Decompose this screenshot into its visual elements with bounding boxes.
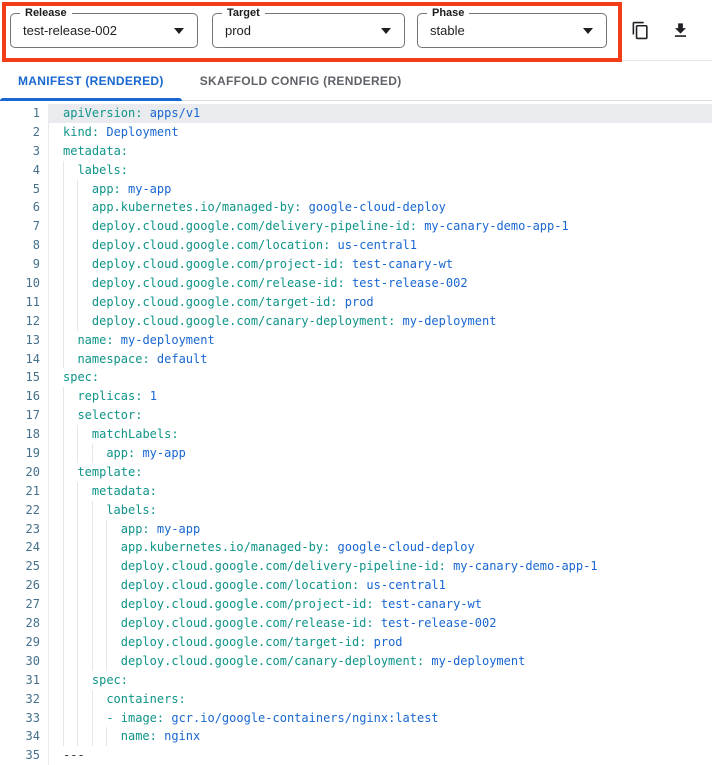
indent-guide xyxy=(63,633,77,652)
code-line xyxy=(0,538,712,557)
line-number: 34 xyxy=(0,727,49,746)
yaml-key: spec: xyxy=(63,370,100,385)
line-content xyxy=(49,142,712,161)
line-number: 20 xyxy=(0,463,49,482)
line-content xyxy=(49,331,712,350)
code-line xyxy=(0,104,712,123)
line-number: 8 xyxy=(0,236,49,255)
indent-guide xyxy=(92,444,106,463)
line-content xyxy=(49,387,712,406)
indent-guide xyxy=(63,331,77,350)
indent-guide xyxy=(63,293,77,312)
indent-guide xyxy=(106,520,120,539)
chevron-down-icon xyxy=(583,28,593,34)
indent-guide xyxy=(92,614,106,633)
line-number: 22 xyxy=(0,501,49,520)
indent-guide xyxy=(77,482,91,501)
content-copy-icon xyxy=(631,21,650,40)
yaml-key: deploy.cloud.google.com/delivery-pipeline-id: xyxy=(91,219,417,234)
yaml-value: my-app xyxy=(120,181,172,196)
line-number: 27 xyxy=(0,595,49,614)
code-line xyxy=(0,595,712,614)
yaml-key: deploy.cloud.google.com/location: xyxy=(120,578,360,593)
indent-guide xyxy=(92,690,106,709)
yaml-doc-separator: --- xyxy=(63,748,85,763)
indent-guide xyxy=(106,576,120,595)
indent-guide xyxy=(77,727,91,746)
indent-guide xyxy=(63,444,77,463)
line-number: 32 xyxy=(0,690,49,709)
yaml-key: deploy.cloud.google.com/canary-deployment: xyxy=(120,653,425,668)
indent-guide xyxy=(63,520,77,539)
line-content xyxy=(49,557,712,576)
yaml-key: deploy.cloud.google.com/project-id: xyxy=(91,257,345,272)
indent-guide xyxy=(63,198,77,217)
indent-guide xyxy=(63,727,77,746)
line-number: 4 xyxy=(0,161,49,180)
code-line xyxy=(0,255,712,274)
yaml-key: spec: xyxy=(91,672,128,687)
yaml-value: prod xyxy=(337,294,374,309)
line-content xyxy=(49,293,712,312)
code-line xyxy=(0,482,712,501)
code-lines xyxy=(0,104,712,765)
yaml-key: deploy.cloud.google.com/target-id: xyxy=(120,634,367,649)
indent-guide xyxy=(92,576,106,595)
yaml-key: replicas: xyxy=(77,389,143,404)
yaml-value: my-canary-demo-app-1 xyxy=(445,559,598,574)
phase-select[interactable] xyxy=(417,7,607,48)
yaml-value: my-deployment xyxy=(113,332,215,347)
yaml-key: deploy.cloud.google.com/release-id: xyxy=(120,616,374,631)
line-number: 23 xyxy=(0,520,49,539)
code-line xyxy=(0,387,712,406)
indent-guide xyxy=(92,652,106,671)
line-content xyxy=(49,690,712,709)
yaml-key: deploy.cloud.google.com/project-id: xyxy=(120,597,374,612)
line-content xyxy=(49,217,712,236)
code-line xyxy=(0,727,712,746)
code-line xyxy=(0,463,712,482)
yaml-list-dash: - xyxy=(106,710,121,725)
indent-guide xyxy=(92,633,106,652)
yaml-key: metadata: xyxy=(91,483,157,498)
line-content xyxy=(49,652,712,671)
code-line xyxy=(0,425,712,444)
line-number: 1 xyxy=(0,104,49,123)
indent-guide xyxy=(77,255,91,274)
target-select[interactable] xyxy=(212,7,405,48)
line-content xyxy=(49,538,712,557)
line-content xyxy=(49,180,712,199)
line-number: 33 xyxy=(0,709,49,728)
indent-guide xyxy=(77,709,91,728)
indent-guide xyxy=(63,425,77,444)
code-line xyxy=(0,368,712,387)
indent-guide xyxy=(106,652,120,671)
code-line xyxy=(0,123,712,142)
indent-guide xyxy=(63,595,77,614)
indent-guide xyxy=(106,557,120,576)
indent-guide xyxy=(77,520,91,539)
line-content xyxy=(49,123,712,142)
code-line xyxy=(0,501,712,520)
indent-guide xyxy=(63,387,77,406)
yaml-value: google-cloud-deploy xyxy=(301,200,446,215)
indent-guide xyxy=(92,538,106,557)
line-content xyxy=(49,595,712,614)
yaml-value: google-cloud-deploy xyxy=(330,540,475,555)
line-content xyxy=(49,727,712,746)
yaml-value: us-central1 xyxy=(359,578,446,593)
line-number: 6 xyxy=(0,198,49,217)
code-line xyxy=(0,557,712,576)
code-line xyxy=(0,576,712,595)
toolbar xyxy=(0,0,712,62)
indent-guide xyxy=(63,274,77,293)
yaml-key: deploy.cloud.google.com/canary-deployment: xyxy=(91,313,396,328)
indent-guide xyxy=(63,538,77,557)
yaml-value: test-release-002 xyxy=(344,276,468,291)
code-line xyxy=(0,331,712,350)
download-button[interactable] xyxy=(667,17,693,43)
yaml-key: matchLabels: xyxy=(91,427,179,442)
yaml-key: template: xyxy=(77,464,143,479)
yaml-key: app.kubernetes.io/managed-by: xyxy=(91,200,302,215)
indent-guide xyxy=(77,557,91,576)
line-content xyxy=(49,501,712,520)
tab-manifest-rendered[interactable]: MANIFEST (RENDERED) xyxy=(0,62,182,100)
yaml-key: app: xyxy=(120,521,150,536)
phase-select-label: Phase xyxy=(427,6,469,20)
line-number: 12 xyxy=(0,312,49,331)
line-content xyxy=(49,368,712,387)
line-content xyxy=(49,104,712,123)
line-number: 2 xyxy=(0,123,49,142)
yaml-key: image: xyxy=(120,710,165,725)
line-number: 29 xyxy=(0,633,49,652)
indent-guide xyxy=(92,557,106,576)
line-number: 5 xyxy=(0,180,49,199)
yaml-value: 1 xyxy=(142,389,157,404)
indent-guide xyxy=(92,727,106,746)
line-content xyxy=(49,255,712,274)
download-icon xyxy=(671,21,690,40)
line-content xyxy=(49,425,712,444)
indent-guide xyxy=(77,444,91,463)
indent-guide xyxy=(77,633,91,652)
code-line xyxy=(0,633,712,652)
indent-guide xyxy=(77,217,91,236)
yaml-key: labels: xyxy=(77,162,129,177)
indent-guide xyxy=(77,274,91,293)
yaml-key: deploy.cloud.google.com/location: xyxy=(91,238,331,253)
line-number: 28 xyxy=(0,614,49,633)
code-line xyxy=(0,217,712,236)
indent-guide xyxy=(63,482,77,501)
indent-guide xyxy=(63,690,77,709)
yaml-value: my-deployment xyxy=(395,313,497,328)
yaml-key: deploy.cloud.google.com/delivery-pipeline-id: xyxy=(120,559,446,574)
copy-button[interactable] xyxy=(627,17,653,43)
code-line xyxy=(0,709,712,728)
line-number: 10 xyxy=(0,274,49,293)
indent-guide xyxy=(63,652,77,671)
line-content xyxy=(49,576,712,595)
line-content xyxy=(49,633,712,652)
code-line xyxy=(0,614,712,633)
line-number: 19 xyxy=(0,444,49,463)
code-line xyxy=(0,652,712,671)
indent-guide xyxy=(63,312,77,331)
yaml-key: app: xyxy=(106,446,136,461)
indent-guide xyxy=(77,236,91,255)
release-select-value: test-release-002 xyxy=(23,23,117,38)
target-select-label: Target xyxy=(222,6,265,20)
yaml-value: test-release-002 xyxy=(373,616,497,631)
indent-guide xyxy=(77,576,91,595)
code-line xyxy=(0,293,712,312)
yaml-value: prod xyxy=(366,634,403,649)
chevron-down-icon xyxy=(381,28,391,34)
yaml-value: my-app xyxy=(135,446,186,461)
indent-guide xyxy=(63,501,77,520)
indent-guide xyxy=(63,463,77,482)
indent-guide xyxy=(77,425,91,444)
indent-guide xyxy=(92,501,106,520)
code-line xyxy=(0,180,712,199)
indent-guide xyxy=(63,255,77,274)
code-line xyxy=(0,142,712,161)
line-content xyxy=(49,161,712,180)
line-content xyxy=(49,671,712,690)
line-number: 14 xyxy=(0,350,49,369)
line-content xyxy=(49,236,712,255)
line-number: 35 xyxy=(0,746,49,765)
toolbar-divider xyxy=(620,60,712,61)
yaml-value: us-central1 xyxy=(330,238,417,253)
yaml-value: test-canary-wt xyxy=(344,257,454,272)
indent-guide xyxy=(63,576,77,595)
release-select-label: Release xyxy=(20,6,72,20)
indent-guide xyxy=(77,312,91,331)
line-content xyxy=(49,444,712,463)
line-number: 25 xyxy=(0,557,49,576)
indent-guide xyxy=(77,614,91,633)
indent-guide xyxy=(77,180,91,199)
yaml-value: my-deployment xyxy=(424,653,526,668)
indent-guide xyxy=(77,538,91,557)
indent-guide xyxy=(106,633,120,652)
code-line xyxy=(0,746,712,765)
yaml-value: default xyxy=(149,351,208,366)
yaml-value: my-canary-demo-app-1 xyxy=(416,219,569,234)
indent-guide xyxy=(92,595,106,614)
indent-guide xyxy=(63,671,77,690)
indent-guide xyxy=(106,727,120,746)
code-line xyxy=(0,406,712,425)
yaml-key: namespace: xyxy=(77,351,150,366)
indent-guide xyxy=(77,501,91,520)
line-content xyxy=(49,274,712,293)
line-number: 24 xyxy=(0,538,49,557)
code-line xyxy=(0,444,712,463)
code-line xyxy=(0,161,712,180)
indent-guide xyxy=(106,538,120,557)
yaml-key: deploy.cloud.google.com/release-id: xyxy=(91,276,345,291)
yaml-key: labels: xyxy=(106,502,157,517)
indent-guide xyxy=(77,293,91,312)
indent-guide xyxy=(63,180,77,199)
yaml-key: selector: xyxy=(77,408,143,423)
indent-guide xyxy=(77,652,91,671)
indent-guide xyxy=(63,406,77,425)
line-number: 26 xyxy=(0,576,49,595)
tab-skaffold-config-rendered[interactable]: SKAFFOLD CONFIG (RENDERED) xyxy=(199,74,402,88)
release-select[interactable] xyxy=(10,7,198,48)
code-line xyxy=(0,520,712,539)
yaml-key: kind: xyxy=(63,124,100,139)
line-number: 17 xyxy=(0,406,49,425)
line-number: 21 xyxy=(0,482,49,501)
code-line xyxy=(0,312,712,331)
target-select-value: prod xyxy=(225,23,252,38)
yaml-key: containers: xyxy=(106,691,186,706)
line-content xyxy=(49,520,712,539)
yaml-value: apps/v1 xyxy=(142,106,201,120)
code-line xyxy=(0,671,712,690)
phase-select-value: stable xyxy=(430,23,465,38)
tab-bar xyxy=(0,62,712,101)
yaml-value: nginx xyxy=(156,729,201,744)
indent-guide xyxy=(77,690,91,709)
indent-guide xyxy=(63,217,77,236)
chevron-down-icon xyxy=(174,28,184,34)
indent-guide xyxy=(106,595,120,614)
code-line xyxy=(0,274,712,293)
line-content xyxy=(49,350,712,369)
yaml-key: deploy.cloud.google.com/target-id: xyxy=(91,294,338,309)
yaml-key: metadata: xyxy=(63,143,129,158)
yaml-key: apiVersion: xyxy=(63,106,143,120)
line-number: 7 xyxy=(0,217,49,236)
line-number: 18 xyxy=(0,425,49,444)
indent-guide xyxy=(63,236,77,255)
yaml-key: app: xyxy=(91,181,121,196)
line-content xyxy=(49,709,712,728)
code-line xyxy=(0,690,712,709)
yaml-value: Deployment xyxy=(99,124,179,139)
line-number: 15 xyxy=(0,368,49,387)
indent-guide xyxy=(77,198,91,217)
line-number: 11 xyxy=(0,293,49,312)
line-content xyxy=(49,482,712,501)
code-line xyxy=(0,236,712,255)
indent-guide xyxy=(106,614,120,633)
code-line xyxy=(0,198,712,217)
line-number: 16 xyxy=(0,387,49,406)
line-content xyxy=(49,463,712,482)
code-line xyxy=(0,350,712,369)
line-number: 13 xyxy=(0,331,49,350)
line-content xyxy=(49,406,712,425)
line-content xyxy=(49,198,712,217)
yaml-key: app.kubernetes.io/managed-by: xyxy=(120,540,331,555)
yaml-value: test-canary-wt xyxy=(373,597,482,612)
line-content xyxy=(49,746,712,765)
indent-guide xyxy=(92,709,106,728)
indent-guide xyxy=(63,709,77,728)
line-number: 9 xyxy=(0,255,49,274)
yaml-key: name: xyxy=(120,729,157,744)
indent-guide xyxy=(63,350,77,369)
line-content xyxy=(49,312,712,331)
indent-guide xyxy=(63,557,77,576)
indent-guide xyxy=(92,520,106,539)
yaml-key: name: xyxy=(77,332,114,347)
indent-guide xyxy=(63,161,77,180)
indent-guide xyxy=(77,595,91,614)
manifest-code-viewer xyxy=(0,101,712,765)
line-number: 30 xyxy=(0,652,49,671)
indent-guide xyxy=(63,614,77,633)
yaml-value: my-app xyxy=(149,521,201,536)
line-number: 31 xyxy=(0,671,49,690)
indent-guide xyxy=(77,671,91,690)
line-content xyxy=(49,614,712,633)
line-number: 3 xyxy=(0,142,49,161)
yaml-value: gcr.io/google-containers/nginx:latest xyxy=(164,710,439,725)
